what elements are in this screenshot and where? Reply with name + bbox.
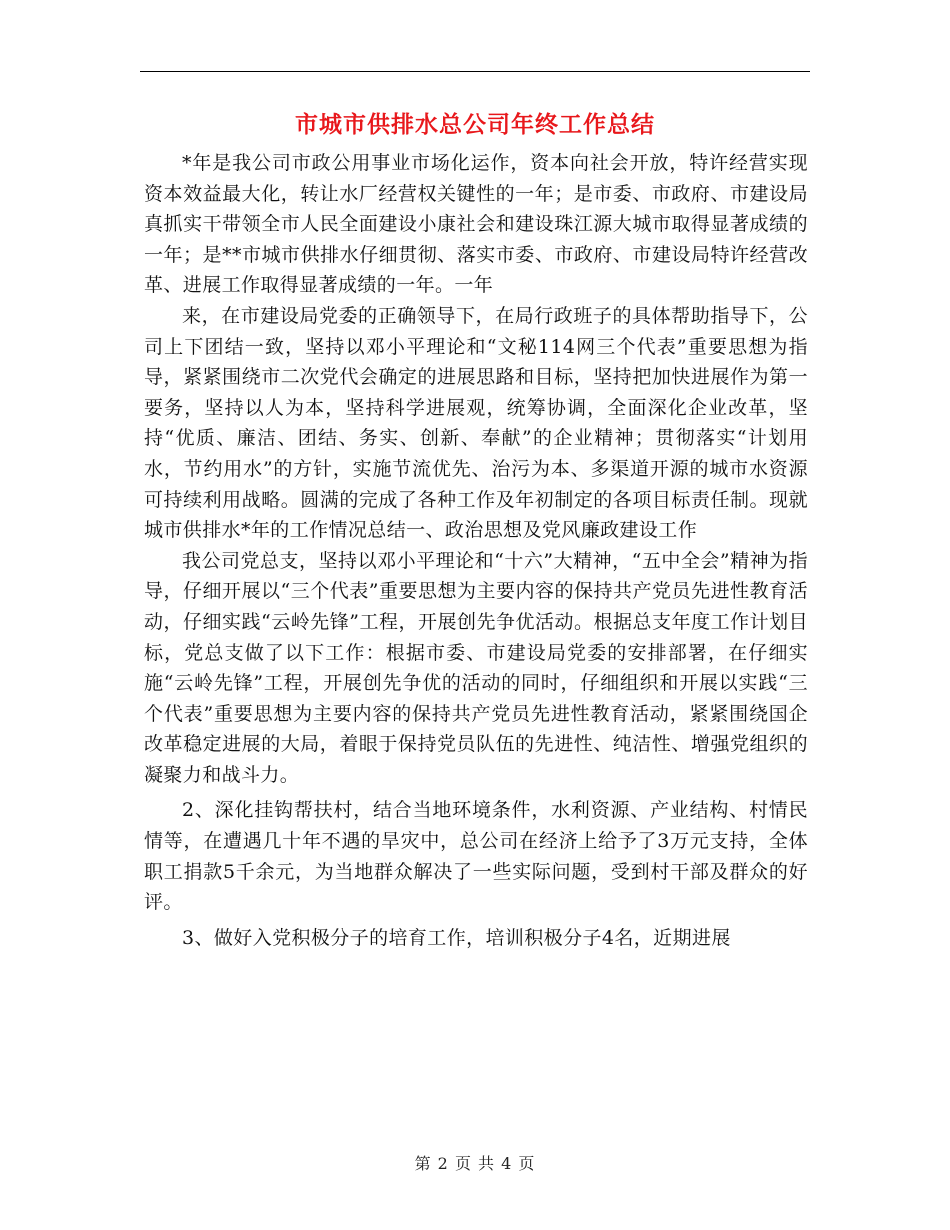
paragraph-overview: 来，在市建设局党委的正确领导下，在局行政班子的具体帮助指导下，公司上下团结一致，坚持以邓小平理论和“文秘114网三个代表”重要思想为指导，紧紧围绕市二次党代会确定的进展思路和目标，坚持把加快进展作为第一要务，坚持以人为本，坚持科学进展观，统筹协调，全面深化企业改革，坚持“优质、廉洁、团结、务实、创新、奉献”的企业精神；贯彻落实“计划用水，节约用水”的方针，实施节流优先、治污为本、多渠道开源的城市水资源可持续利用战略。圆满的完成了各种工作及年初制定的各项目标责任制。现就城市供排水*年的工作情况总结一、政治思想及党风廉政建设工作 [144,304,808,542]
document-body [144,148,808,953]
header-rule [140,71,810,72]
paragraph-item-3: 3、做好入党积极分子的培育工作，培训积极分子4名，近期进展 [182,926,731,949]
page-number: 第 2 页 共 4 页 [414,1154,536,1173]
paragraph-item-2: 2、深化挂钩帮扶村，结合当地环境条件，水利资源、产业结构、村情民情等，在遭遇几十年不遇的旱灾中，总公司在经济上给予了3万元支持，全体职工捐款5千余元，为当地群众解决了一些实际问题，受到村干部及群众的好评。 [144,799,808,914]
document-title: 市城市供排水总公司年终工作总结 [295,112,655,138]
paragraph-intro: *年是我公司市政公用事业市场化运作，资本向社会开放，特许经营实现资本效益最大化，转让水厂经营权关键性的一年；是市委、市政府、市建设局真抓实干带领全市人民全面建设小康社会和建设珠江源大城市取得显著成绩的一年；是**市城市供排水仔细贯彻、落实市委、市政府、市建设局特许经营改革、进展工作取得显著成绩的一年。一年 [144,152,808,297]
paragraph-party-work: 我公司党总支，坚持以邓小平理论和“十六”大精神，“五中全会”精神为指导，仔细开展以“三个代表”重要思想为主要内容的保持共产党员先进性教育活动，仔细实践“云岭先锋”工程，开展创先争优活动。根据总支年度工作计划目标，党总支做了以下工作：根据市委、市建设局党委的安排部署，在仔细实施“云岭先锋”工程，开展创先争优的活动的同时，仔细组织和开展以实践“三个代表”重要思想为主要内容的保持共产党员先进性教育活动，紧紧围绕国企改革稳定进展的大局，着眼于保持党员队伍的先进性、纯洁性、增强党组织的凝聚力和战斗力。 [144,549,808,786]
